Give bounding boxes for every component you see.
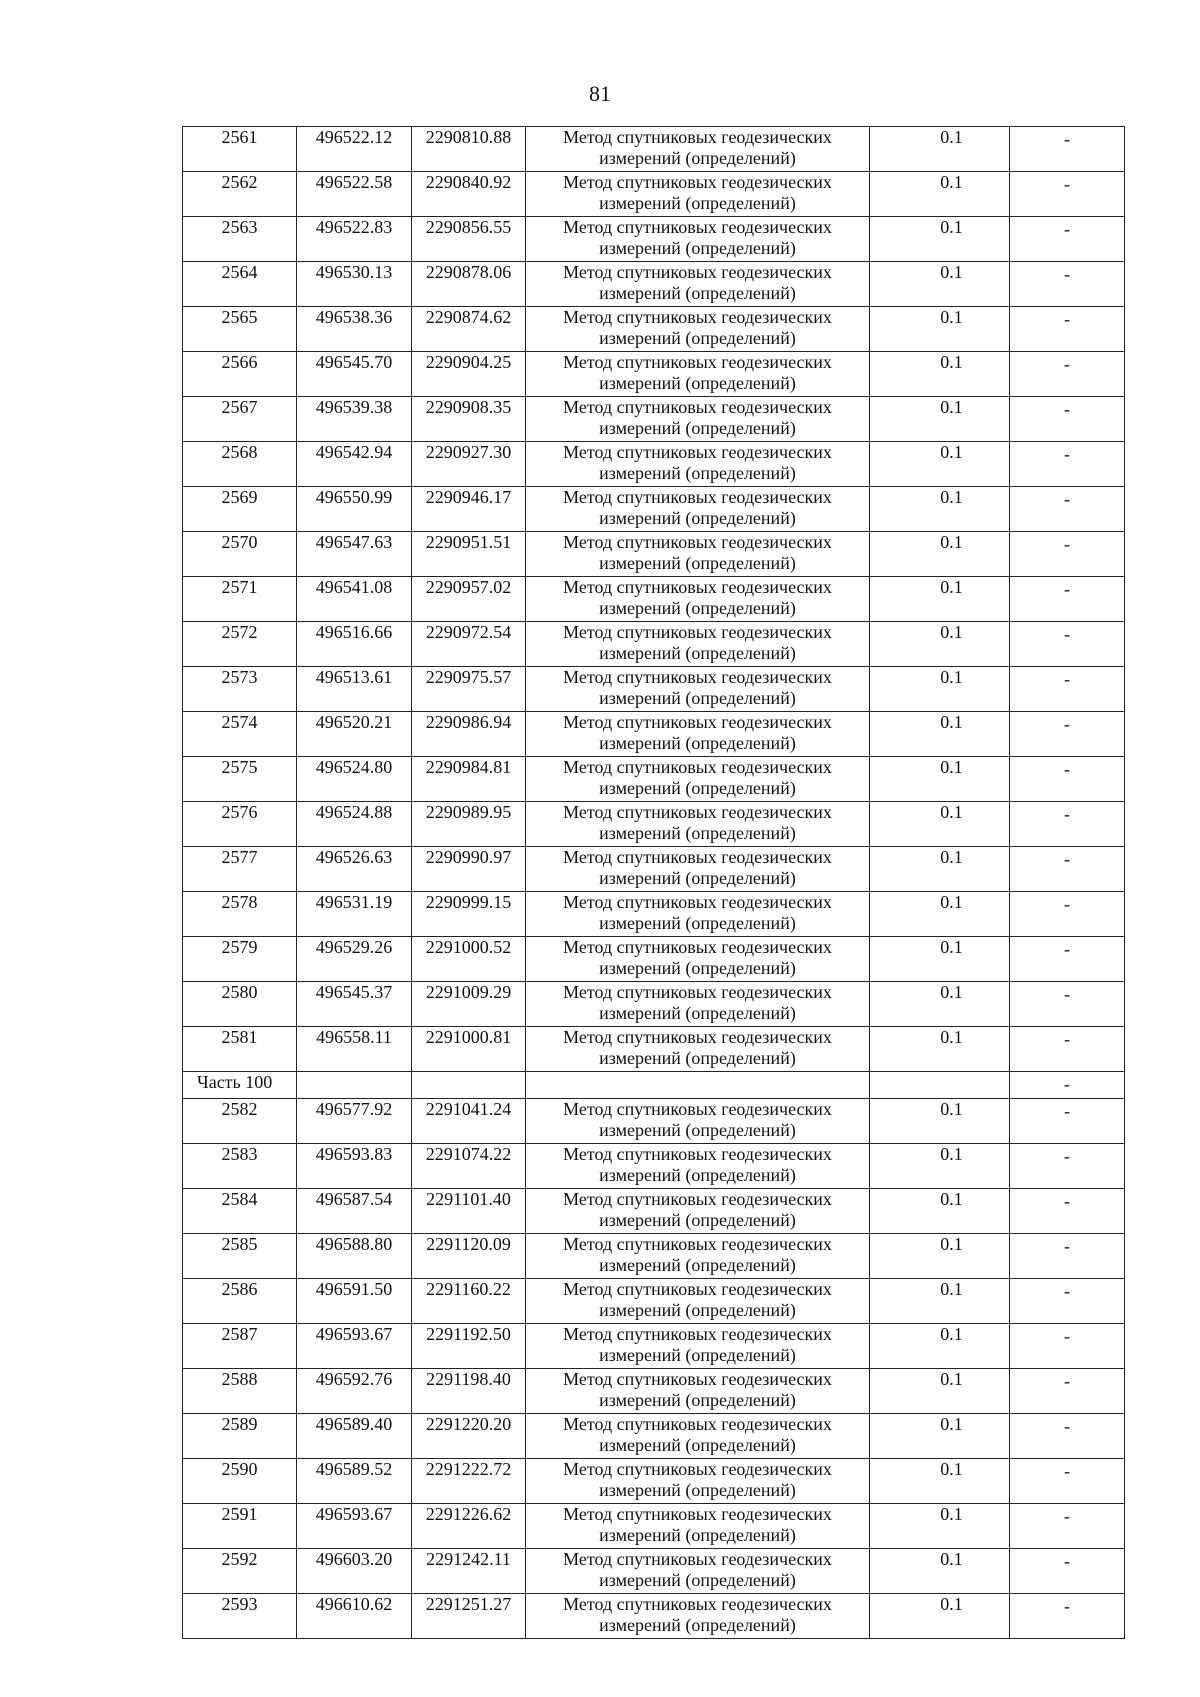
accuracy-cell: 0.1: [870, 1189, 1010, 1234]
coord-x: 496522.83: [297, 217, 412, 262]
coord-x: 496577.92: [297, 1099, 412, 1144]
coord-y: 2291009.29: [412, 982, 526, 1027]
accuracy-cell: 0.1: [870, 1459, 1010, 1504]
coord-x: 496589.40: [297, 1414, 412, 1459]
table-row: [183, 352, 1125, 397]
accuracy-cell: 0.1: [870, 847, 1010, 892]
accuracy-cell: 0.1: [870, 1594, 1010, 1639]
coord-x: 496539.38: [297, 397, 412, 442]
method-cell: Метод спутниковых геодезических измерений (определений): [526, 397, 870, 442]
method-cell: Метод спутниковых геодезических измерений (определений): [526, 1234, 870, 1279]
point-number: 2571: [183, 577, 297, 622]
note-cell: -: [1010, 1099, 1125, 1144]
point-number: 2580: [183, 982, 297, 1027]
table-row: [183, 1594, 1125, 1639]
accuracy-cell: 0.1: [870, 937, 1010, 982]
method-cell: Метод спутниковых геодезических измерений (определений): [526, 982, 870, 1027]
coord-x: 496603.20: [297, 1549, 412, 1594]
method-cell: Метод спутниковых геодезических измерений (определений): [526, 1027, 870, 1072]
coord-y: 2291220.20: [412, 1414, 526, 1459]
accuracy-cell: 0.1: [870, 577, 1010, 622]
coord-x: 496593.67: [297, 1324, 412, 1369]
table-row: [183, 262, 1125, 307]
table-row: [183, 937, 1125, 982]
table-row: [183, 622, 1125, 667]
table-row: [183, 1459, 1125, 1504]
method-cell: Метод спутниковых геодезических измерений (определений): [526, 487, 870, 532]
coord-x: 496526.63: [297, 847, 412, 892]
method-cell: Метод спутниковых геодезических измерений (определений): [526, 262, 870, 307]
accuracy-cell: 0.1: [870, 1144, 1010, 1189]
method-cell: Метод спутниковых геодезических измерений (определений): [526, 577, 870, 622]
empty-cell: [526, 1072, 870, 1099]
note-cell: -: [1010, 487, 1125, 532]
note-cell: -: [1010, 1459, 1125, 1504]
note-cell: -: [1010, 712, 1125, 757]
coord-y: 2290999.15: [412, 892, 526, 937]
point-number: 2587: [183, 1324, 297, 1369]
table-row: [183, 1414, 1125, 1459]
table-row: [183, 892, 1125, 937]
point-number: 2561: [183, 127, 297, 172]
coord-y: 2290975.57: [412, 667, 526, 712]
coord-x: 496529.26: [297, 937, 412, 982]
coord-y: 2290989.95: [412, 802, 526, 847]
coord-x: 496610.62: [297, 1594, 412, 1639]
part-row-note: -: [1010, 1072, 1125, 1099]
coord-x: 496516.66: [297, 622, 412, 667]
note-cell: -: [1010, 622, 1125, 667]
accuracy-cell: 0.1: [870, 982, 1010, 1027]
empty-cell: [870, 1072, 1010, 1099]
table-row: [183, 667, 1125, 712]
accuracy-cell: 0.1: [870, 1549, 1010, 1594]
accuracy-cell: 0.1: [870, 352, 1010, 397]
method-cell: Метод спутниковых геодезических измерений (определений): [526, 712, 870, 757]
accuracy-cell: 0.1: [870, 1279, 1010, 1324]
note-cell: -: [1010, 307, 1125, 352]
point-number: 2575: [183, 757, 297, 802]
note-cell: -: [1010, 982, 1125, 1027]
note-cell: -: [1010, 892, 1125, 937]
page-number: 81: [589, 81, 611, 106]
point-number: 2564: [183, 262, 297, 307]
note-cell: -: [1010, 1279, 1125, 1324]
point-number: 2583: [183, 1144, 297, 1189]
point-number: 2576: [183, 802, 297, 847]
note-cell: -: [1010, 1414, 1125, 1459]
point-number: 2592: [183, 1549, 297, 1594]
coord-x: 496550.99: [297, 487, 412, 532]
table-body-part: [183, 1072, 1125, 1099]
note-cell: -: [1010, 217, 1125, 262]
note-cell: -: [1010, 1594, 1125, 1639]
note-cell: -: [1010, 667, 1125, 712]
point-number: 2584: [183, 1189, 297, 1234]
point-number: 2588: [183, 1369, 297, 1414]
method-cell: Метод спутниковых геодезических измерений (определений): [526, 1189, 870, 1234]
table-row: [183, 982, 1125, 1027]
method-cell: Метод спутниковых геодезических измерений (определений): [526, 937, 870, 982]
point-number: 2582: [183, 1099, 297, 1144]
table-body-before: [183, 127, 1125, 1072]
method-cell: Метод спутниковых геодезических измерений (определений): [526, 1369, 870, 1414]
table-row: [183, 712, 1125, 757]
coord-x: 496530.13: [297, 262, 412, 307]
table-row: [183, 1144, 1125, 1189]
accuracy-cell: 0.1: [870, 1027, 1010, 1072]
method-cell: Метод спутниковых геодезических измерений (определений): [526, 1279, 870, 1324]
point-number: 2572: [183, 622, 297, 667]
point-number: 2567: [183, 397, 297, 442]
method-cell: Метод спутниковых геодезических измерений (определений): [526, 172, 870, 217]
note-cell: -: [1010, 577, 1125, 622]
point-number: 2565: [183, 307, 297, 352]
note-cell: -: [1010, 442, 1125, 487]
note-cell: -: [1010, 127, 1125, 172]
method-cell: Метод спутниковых геодезических измерений (определений): [526, 1099, 870, 1144]
note-cell: -: [1010, 1027, 1125, 1072]
table-row: [183, 1234, 1125, 1279]
coordinates-table: [182, 126, 1125, 1639]
coord-y: 2290810.88: [412, 127, 526, 172]
note-cell: -: [1010, 847, 1125, 892]
point-number: 2568: [183, 442, 297, 487]
table-row: [183, 217, 1125, 262]
note-cell: -: [1010, 172, 1125, 217]
coord-x: 496545.70: [297, 352, 412, 397]
note-cell: -: [1010, 262, 1125, 307]
accuracy-cell: 0.1: [870, 487, 1010, 532]
note-cell: -: [1010, 1189, 1125, 1234]
method-cell: Метод спутниковых геодезических измерений (определений): [526, 1594, 870, 1639]
coord-x: 496531.19: [297, 892, 412, 937]
point-number: 2570: [183, 532, 297, 577]
coord-y: 2291251.27: [412, 1594, 526, 1639]
table-row: [183, 172, 1125, 217]
note-cell: -: [1010, 1144, 1125, 1189]
accuracy-cell: 0.1: [870, 442, 1010, 487]
method-cell: Метод спутниковых геодезических измерений (определений): [526, 307, 870, 352]
method-cell: Метод спутниковых геодезических измерений (определений): [526, 352, 870, 397]
coord-y: 2291242.11: [412, 1549, 526, 1594]
table-row: [183, 1549, 1125, 1594]
accuracy-cell: 0.1: [870, 622, 1010, 667]
point-number: 2585: [183, 1234, 297, 1279]
coord-x: 496593.83: [297, 1144, 412, 1189]
coord-x: 496524.80: [297, 757, 412, 802]
accuracy-cell: 0.1: [870, 532, 1010, 577]
coord-y: 2290990.97: [412, 847, 526, 892]
coord-x: 496589.52: [297, 1459, 412, 1504]
note-cell: -: [1010, 1369, 1125, 1414]
coord-x: 496547.63: [297, 532, 412, 577]
table-row: [183, 802, 1125, 847]
accuracy-cell: 0.1: [870, 892, 1010, 937]
table-row: [183, 577, 1125, 622]
coord-y: 2291222.72: [412, 1459, 526, 1504]
coord-y: 2290957.02: [412, 577, 526, 622]
part-label: Часть 100: [183, 1072, 297, 1099]
method-cell: Метод спутниковых геодезических измерений (определений): [526, 1414, 870, 1459]
coord-y: 2291000.81: [412, 1027, 526, 1072]
note-cell: -: [1010, 397, 1125, 442]
table-body-after: [183, 1099, 1125, 1639]
coord-y: 2290856.55: [412, 217, 526, 262]
table-row: [183, 532, 1125, 577]
note-cell: -: [1010, 1549, 1125, 1594]
table-row: [183, 1504, 1125, 1549]
coord-y: 2290904.25: [412, 352, 526, 397]
table-row: [183, 307, 1125, 352]
coord-y: 2290946.17: [412, 487, 526, 532]
method-cell: Метод спутниковых геодезических измерений (определений): [526, 1459, 870, 1504]
coord-x: 496588.80: [297, 1234, 412, 1279]
point-number: 2563: [183, 217, 297, 262]
point-number: 2569: [183, 487, 297, 532]
accuracy-cell: 0.1: [870, 172, 1010, 217]
note-cell: -: [1010, 532, 1125, 577]
coord-y: 2290986.94: [412, 712, 526, 757]
table-row: [183, 397, 1125, 442]
method-cell: Метод спутниковых геодезических измерений (определений): [526, 1549, 870, 1594]
coord-x: 496545.37: [297, 982, 412, 1027]
point-number: 2574: [183, 712, 297, 757]
method-cell: Метод спутниковых геодезических измерений (определений): [526, 532, 870, 577]
method-cell: Метод спутниковых геодезических измерений (определений): [526, 622, 870, 667]
accuracy-cell: 0.1: [870, 712, 1010, 757]
coord-x: 496592.76: [297, 1369, 412, 1414]
method-cell: Метод спутниковых геодезических измерений (определений): [526, 1504, 870, 1549]
note-cell: -: [1010, 937, 1125, 982]
point-number: 2593: [183, 1594, 297, 1639]
point-number: 2566: [183, 352, 297, 397]
empty-cell: [412, 1072, 526, 1099]
point-number: 2577: [183, 847, 297, 892]
coord-y: 2291198.40: [412, 1369, 526, 1414]
method-cell: Метод спутниковых геодезических измерений (определений): [526, 442, 870, 487]
point-number: 2579: [183, 937, 297, 982]
coord-x: 496558.11: [297, 1027, 412, 1072]
accuracy-cell: 0.1: [870, 1099, 1010, 1144]
table-row: [183, 127, 1125, 172]
coord-x: 496513.61: [297, 667, 412, 712]
coord-y: 2290972.54: [412, 622, 526, 667]
point-number: 2590: [183, 1459, 297, 1504]
coord-y: 2291000.52: [412, 937, 526, 982]
coord-x: 496593.67: [297, 1504, 412, 1549]
coord-x: 496542.94: [297, 442, 412, 487]
method-cell: Метод спутниковых геодезических измерений (определений): [526, 847, 870, 892]
accuracy-cell: 0.1: [870, 802, 1010, 847]
accuracy-cell: 0.1: [870, 1504, 1010, 1549]
accuracy-cell: 0.1: [870, 127, 1010, 172]
coord-y: 2290927.30: [412, 442, 526, 487]
coord-y: 2291101.40: [412, 1189, 526, 1234]
point-number: 2578: [183, 892, 297, 937]
method-cell: Метод спутниковых геодезических измерений (определений): [526, 802, 870, 847]
coord-x: 496522.58: [297, 172, 412, 217]
note-cell: -: [1010, 757, 1125, 802]
coord-y: 2291074.22: [412, 1144, 526, 1189]
coord-y: 2291120.09: [412, 1234, 526, 1279]
accuracy-cell: 0.1: [870, 757, 1010, 802]
method-cell: Метод спутниковых геодезических измерений (определений): [526, 127, 870, 172]
point-number: 2586: [183, 1279, 297, 1324]
note-cell: -: [1010, 352, 1125, 397]
table-row: [183, 1027, 1125, 1072]
coord-y: 2290984.81: [412, 757, 526, 802]
table-row: [183, 1369, 1125, 1414]
table-row: [183, 1279, 1125, 1324]
accuracy-cell: 0.1: [870, 262, 1010, 307]
coord-x: 496587.54: [297, 1189, 412, 1234]
accuracy-cell: 0.1: [870, 397, 1010, 442]
coord-y: 2290840.92: [412, 172, 526, 217]
point-number: 2562: [183, 172, 297, 217]
point-number: 2573: [183, 667, 297, 712]
method-cell: Метод спутниковых геодезических измерений (определений): [526, 757, 870, 802]
table-row: [183, 1324, 1125, 1369]
method-cell: Метод спутниковых геодезических измерений (определений): [526, 892, 870, 937]
coord-y: 2291041.24: [412, 1099, 526, 1144]
method-cell: Метод спутниковых геодезических измерений (определений): [526, 1144, 870, 1189]
point-number: 2591: [183, 1504, 297, 1549]
table-row: [183, 1099, 1125, 1144]
accuracy-cell: 0.1: [870, 667, 1010, 712]
note-cell: -: [1010, 802, 1125, 847]
accuracy-cell: 0.1: [870, 1369, 1010, 1414]
coord-y: 2291226.62: [412, 1504, 526, 1549]
accuracy-cell: 0.1: [870, 1414, 1010, 1459]
table-row: [183, 847, 1125, 892]
coord-x: 496591.50: [297, 1279, 412, 1324]
coord-y: 2290951.51: [412, 532, 526, 577]
coord-x: 496541.08: [297, 577, 412, 622]
coord-y: 2290878.06: [412, 262, 526, 307]
note-cell: -: [1010, 1504, 1125, 1549]
accuracy-cell: 0.1: [870, 307, 1010, 352]
table-row: [183, 442, 1125, 487]
note-cell: -: [1010, 1234, 1125, 1279]
coord-y: 2290874.62: [412, 307, 526, 352]
method-cell: Метод спутниковых геодезических измерений (определений): [526, 217, 870, 262]
table-row: [183, 1189, 1125, 1234]
coord-x: 496520.21: [297, 712, 412, 757]
method-cell: Метод спутниковых геодезических измерений (определений): [526, 667, 870, 712]
note-cell: -: [1010, 1324, 1125, 1369]
coord-x: 496522.12: [297, 127, 412, 172]
point-number: 2581: [183, 1027, 297, 1072]
table-row: [183, 757, 1125, 802]
coord-y: 2290908.35: [412, 397, 526, 442]
empty-cell: [297, 1072, 412, 1099]
table-row: [183, 487, 1125, 532]
point-number: 2589: [183, 1414, 297, 1459]
accuracy-cell: 0.1: [870, 1324, 1010, 1369]
part-row: [183, 1072, 1125, 1099]
coord-x: 496524.88: [297, 802, 412, 847]
accuracy-cell: 0.1: [870, 1234, 1010, 1279]
coord-x: 496538.36: [297, 307, 412, 352]
coord-y: 2291160.22: [412, 1279, 526, 1324]
coord-y: 2291192.50: [412, 1324, 526, 1369]
method-cell: Метод спутниковых геодезических измерений (определений): [526, 1324, 870, 1369]
accuracy-cell: 0.1: [870, 217, 1010, 262]
